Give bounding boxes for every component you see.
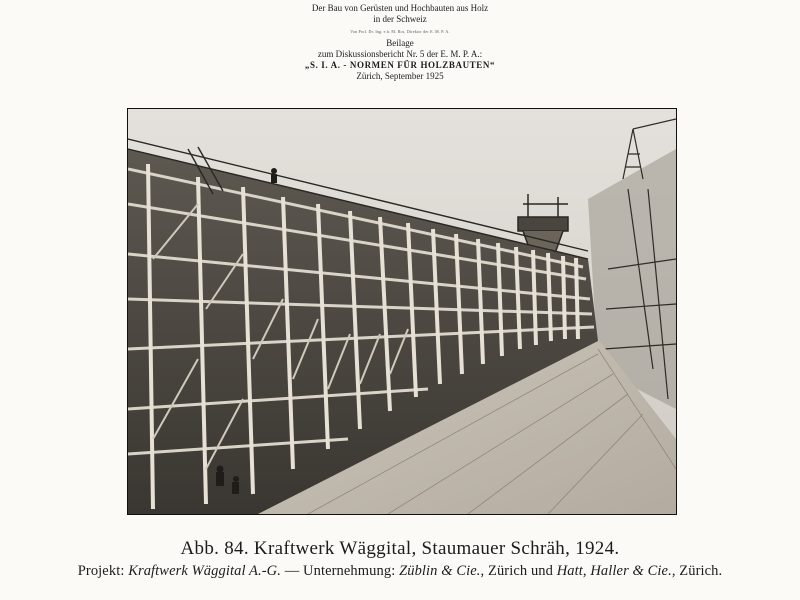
header-date: Zürich, September 1925: [356, 71, 444, 81]
figure-caption-credits: [0, 563, 800, 580]
caption-unternehmung: — Unternehmung:: [280, 563, 400, 579]
caption-projekt-label: Projekt:: [77, 563, 125, 579]
caption-firm-hatt-haller: Hatt, Haller & Cie.: [556, 563, 672, 579]
caption-firm-zueblin: Züblin & Cie.: [399, 563, 481, 579]
header-title-line2: in der Schweiz: [373, 14, 427, 24]
header-beilage: Beilage: [386, 38, 414, 48]
header-byline: Von Prof. Dr. Ing. e.h. M. Ros, Direktor der E. M. P. A.: [350, 29, 450, 34]
figure-caption-title: Abb. 84. Kraftwerk Wäggital, Staumauer Schräh, 1924.: [180, 538, 620, 559]
document-header: [200, 3, 600, 82]
photo-illustration: [128, 109, 676, 514]
header-bericht: zum Diskussionsbericht Nr. 5 der E. M. P. A.:: [317, 49, 483, 59]
caption-separator-2: , Zürich.: [671, 563, 723, 579]
caption-separator-1: , Zürich und: [480, 563, 557, 579]
header-title-line1: Der Bau von Gerüsten und Hochbauten aus Holz: [311, 3, 489, 13]
dam-formwork-photo: [127, 108, 677, 515]
header-normen: „S. I. A. - NORMEN FÜR HOLZBAUTEN“: [304, 60, 496, 70]
caption-projekt-name: Kraftwerk Wäggital A.-G.: [128, 563, 281, 579]
